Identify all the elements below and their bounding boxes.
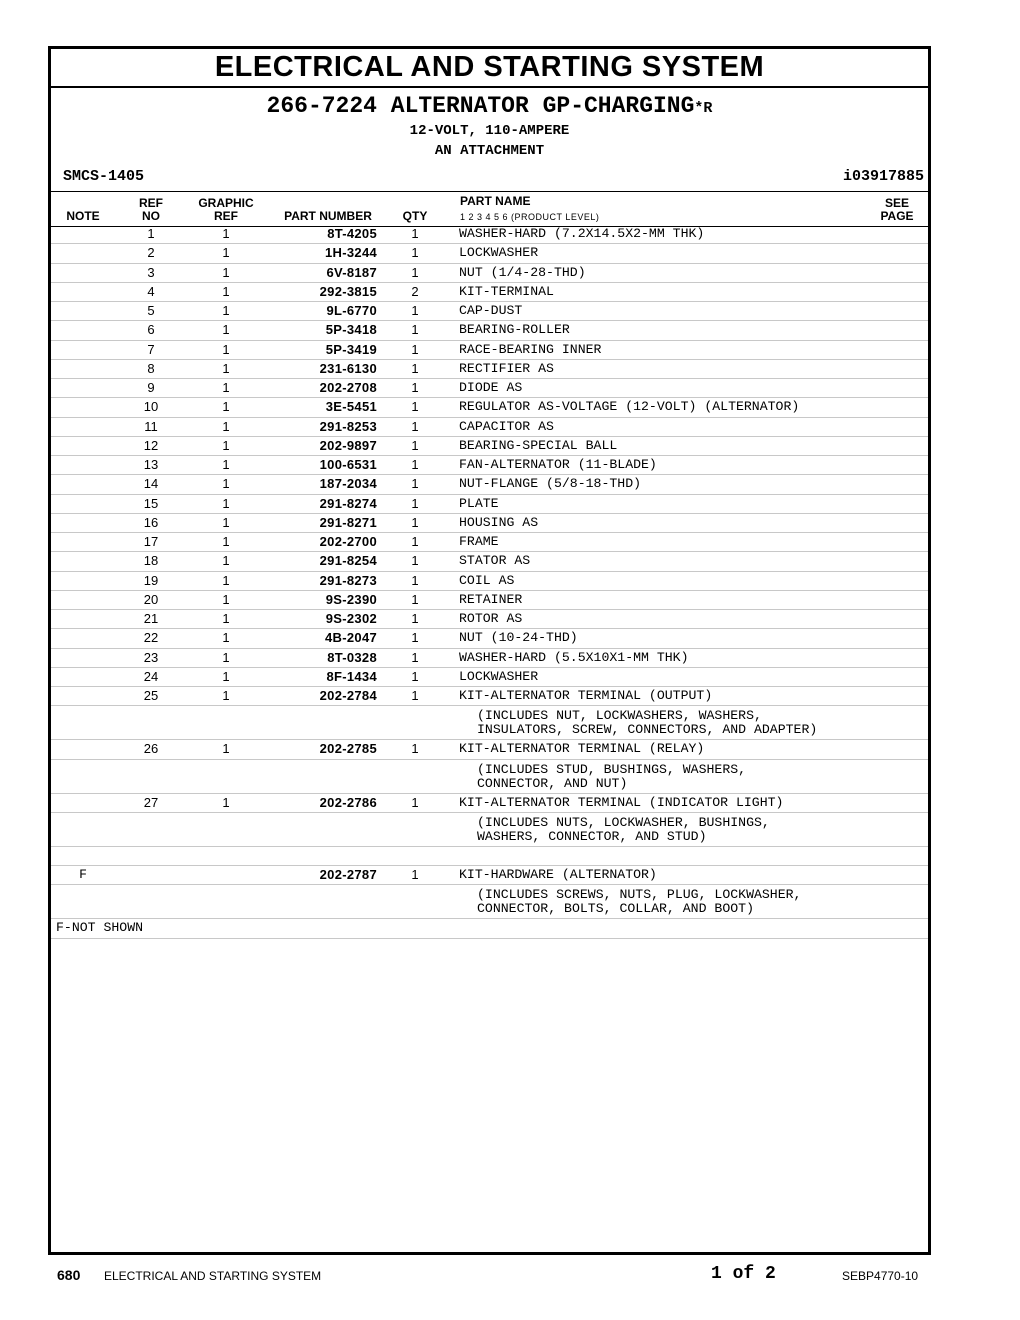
- table-row: [51, 264, 928, 283]
- graphic-ref-cell: 1: [222, 495, 230, 511]
- ref-no-cell: 13: [143, 457, 159, 472]
- part-name-cell: HOUSING AS: [459, 514, 539, 530]
- part-name-cell: KIT-TERMINAL: [459, 283, 554, 299]
- part-name-cell: LOCKWASHER: [459, 668, 539, 684]
- qty-cell: 1: [411, 867, 419, 882]
- ref-no-cell: 19: [143, 572, 159, 588]
- part-name-cell: FAN-ALTERNATOR (11-BLADE): [459, 457, 657, 472]
- footer-doc-id: SEBP4770-10: [842, 1269, 919, 1283]
- part-number-cell: 8F-1434: [326, 668, 377, 684]
- qty-cell: 1: [411, 360, 419, 376]
- part-number-cell: 291-8273: [319, 572, 377, 588]
- table-row: [51, 341, 928, 360]
- part-name-cell: WASHER-HARD (5.5X10X1-MM THK): [459, 649, 689, 665]
- part-number-cell: 4B-2047: [325, 630, 377, 646]
- table-row: [51, 437, 928, 456]
- illustration-id: i03917885: [842, 168, 924, 185]
- note-cell: F: [79, 867, 87, 882]
- graphic-ref-cell: 1: [222, 399, 230, 415]
- parts-table-body: [51, 225, 928, 939]
- part-number-cell: 6V-8187: [326, 264, 377, 280]
- table-row: [51, 244, 928, 263]
- table-row: [51, 687, 928, 706]
- graphic-ref-cell: 1: [222, 649, 230, 665]
- ref-no-cell: 26: [143, 741, 159, 757]
- part-number-cell: 202-2700: [319, 534, 377, 549]
- table-row: [51, 572, 928, 591]
- table-row: [51, 360, 928, 379]
- header-ref-top: REF: [139, 196, 163, 210]
- ref-no-cell: 27: [143, 794, 159, 810]
- graphic-ref-cell: 1: [222, 264, 230, 280]
- ref-no-cell: 24: [143, 668, 159, 684]
- qty-cell: 1: [411, 380, 419, 395]
- graphic-ref-cell: 1: [222, 418, 230, 434]
- qty-cell: 1: [411, 514, 419, 530]
- ref-no-cell: 5: [147, 303, 155, 318]
- qty-cell: 1: [411, 322, 419, 338]
- qty-cell: 1: [411, 264, 419, 280]
- part-number-cell: 231-6130: [319, 360, 377, 376]
- table-row-continuation: [51, 760, 928, 794]
- part-number-cell: 100-6531: [319, 457, 377, 472]
- table-row: [51, 321, 928, 340]
- ref-no-cell: 12: [143, 437, 159, 453]
- ref-no-cell: 21: [143, 611, 159, 626]
- graphic-ref-cell: 1: [222, 457, 230, 472]
- graphic-ref-cell: 1: [222, 303, 230, 318]
- graphic-ref-cell: 1: [222, 794, 230, 810]
- table-row: [51, 379, 928, 398]
- ref-no-cell: 20: [143, 591, 159, 607]
- header-see-top: SEE: [884, 196, 909, 210]
- ref-no-cell: 8: [147, 360, 155, 376]
- table-row-blank: [51, 847, 928, 866]
- ref-no-cell: 7: [147, 341, 155, 357]
- table-row: [51, 591, 928, 610]
- qty-cell: 1: [411, 341, 419, 357]
- graphic-ref-cell: 1: [222, 476, 230, 492]
- part-number-cell: 1H-3244: [325, 245, 377, 261]
- part-number-cell: 291-8253: [319, 418, 377, 434]
- part-number-cell: 202-2784: [319, 688, 377, 703]
- part-name-cell: KIT-HARDWARE (ALTERNATOR): [459, 867, 657, 882]
- part-number-cell: 202-9897: [319, 437, 377, 453]
- footer-section: ELECTRICAL AND STARTING SYSTEM: [104, 1269, 322, 1283]
- part-name-cell: NUT (10-24-THD): [459, 630, 578, 646]
- ref-no-cell: 14: [143, 476, 159, 492]
- smcs-code: SMCS-1405: [63, 168, 145, 185]
- qty-cell: 1: [411, 437, 419, 453]
- qty-cell: 1: [411, 476, 419, 492]
- graphic-ref-cell: 1: [222, 572, 230, 588]
- graphic-ref-cell: 1: [222, 668, 230, 684]
- part-name-cell: RECTIFIER AS: [459, 360, 554, 376]
- part-name-cell: KIT-ALTERNATOR TERMINAL (RELAY): [459, 741, 705, 757]
- header-part-number: PART NUMBER: [284, 209, 372, 223]
- part-name-cell: RACE-BEARING INNER: [459, 341, 602, 357]
- graphic-ref-cell: 1: [222, 360, 230, 376]
- ref-no-cell: 23: [143, 649, 159, 665]
- table-row: [51, 514, 928, 533]
- part-name-cell: CAPACITOR AS: [459, 418, 554, 434]
- group-title: [51, 93, 928, 122]
- graphic-ref-cell: 1: [222, 611, 230, 626]
- part-name-cell: KIT-ALTERNATOR TERMINAL (INDICATOR LIGHT): [459, 794, 784, 810]
- header-part-name: PART NAME: [460, 194, 531, 208]
- table-row: [51, 225, 928, 244]
- part-name-cell: BEARING-ROLLER: [459, 322, 570, 338]
- header-see-bottom: PAGE: [880, 209, 914, 223]
- part-name-cell: NUT-FLANGE (5/8-18-THD): [459, 476, 642, 492]
- part-name-cell: BEARING-SPECIAL BALL: [459, 437, 618, 453]
- part-number-cell: 187-2034: [319, 476, 377, 492]
- table-header: [51, 191, 928, 227]
- table-row-continuation: [51, 706, 928, 740]
- ref-no-cell: 4: [147, 283, 155, 299]
- qty-cell: 1: [411, 794, 419, 810]
- qty-cell: 1: [411, 572, 419, 588]
- graphic-ref-cell: 1: [222, 283, 230, 299]
- ref-no-cell: 18: [143, 553, 159, 569]
- table-row: [51, 302, 928, 321]
- table-row: [51, 398, 928, 417]
- table-row: [51, 456, 928, 475]
- table-row: [51, 740, 928, 759]
- qty-cell: 1: [411, 630, 419, 646]
- graphic-ref-cell: 1: [222, 380, 230, 395]
- qty-cell: 1: [411, 649, 419, 665]
- part-name-cell: STATOR AS: [459, 553, 531, 569]
- page-footer: [0, 1264, 1020, 1288]
- qty-cell: 1: [411, 399, 419, 415]
- group-title-text: 266-7224 ALTERNATOR GP-CHARGING: [266, 93, 695, 119]
- part-name-cell: KIT-ALTERNATOR TERMINAL (OUTPUT): [459, 688, 713, 703]
- table-row-footnote: [51, 919, 928, 938]
- part-name-cell: LOCKWASHER: [459, 245, 539, 261]
- qty-cell: 1: [411, 688, 419, 703]
- part-number-cell: 5P-3419: [325, 341, 377, 357]
- table-row-continuation: [51, 885, 928, 919]
- part-number-cell: 3E-5451: [325, 399, 377, 415]
- part-name-continuation: (INCLUDES STUD, BUSHINGS, WASHERS, CONNECTOR, AND NUT): [477, 761, 747, 791]
- part-number-cell: 202-2708: [319, 380, 377, 395]
- graphic-ref-cell: 1: [222, 226, 230, 241]
- part-number-cell: 9L-6770: [326, 303, 377, 318]
- footer-page-number: 680: [57, 1267, 81, 1283]
- header-product-level: 1 2 3 4 5 6 (PRODUCT LEVEL): [460, 212, 600, 222]
- part-name-cell: CAP-DUST: [459, 303, 523, 318]
- group-subtitle-2: AN ATTACHMENT: [434, 143, 545, 159]
- part-number-cell: 291-8274: [319, 495, 377, 511]
- part-number-cell: 291-8271: [319, 514, 377, 530]
- qty-cell: 1: [411, 495, 419, 511]
- graphic-ref-cell: 1: [222, 514, 230, 530]
- header-ref-bottom: NO: [142, 209, 160, 223]
- footnote-text: F-NOT SHOWN: [56, 920, 144, 936]
- section-title: ELECTRICAL AND STARTING SYSTEM: [51, 49, 928, 88]
- header-note: NOTE: [66, 209, 100, 223]
- graphic-ref-cell: 1: [222, 688, 230, 703]
- qty-cell: 1: [411, 591, 419, 607]
- qty-cell: 1: [411, 553, 419, 569]
- ref-no-cell: 16: [143, 514, 159, 530]
- part-name-cell: RETAINER: [459, 591, 523, 607]
- ref-no-cell: 25: [143, 688, 159, 703]
- qty-cell: 2: [411, 283, 419, 299]
- ref-no-cell: 9: [147, 380, 155, 395]
- parts-list-frame: [48, 46, 931, 1255]
- ref-no-cell: 17: [143, 534, 159, 549]
- part-name-cell: WASHER-HARD (7.2X14.5X2-MM THK): [459, 226, 705, 241]
- graphic-ref-cell: 1: [222, 322, 230, 338]
- ref-no-cell: 15: [143, 495, 159, 511]
- table-row: [51, 866, 928, 885]
- part-name-cell: REGULATOR AS-VOLTAGE (12-VOLT) (ALTERNATOR): [459, 399, 800, 415]
- ref-no-cell: 11: [144, 418, 158, 434]
- part-number-cell: 292-3815: [319, 283, 377, 299]
- qty-cell: 1: [411, 303, 419, 318]
- part-name-continuation: (INCLUDES NUT, LOCKWASHERS, WASHERS, INSULATORS, SCREW, CONNECTORS, AND ADAPTER): [477, 708, 818, 738]
- header-graphic-bottom: REF: [214, 209, 238, 223]
- qty-cell: 1: [411, 457, 419, 472]
- ref-no-cell: 2: [147, 245, 155, 261]
- table-row: [51, 495, 928, 514]
- part-number-cell: 291-8254: [319, 553, 377, 569]
- ref-no-cell: 22: [143, 630, 159, 646]
- table-row: [51, 610, 928, 629]
- qty-cell: 1: [411, 418, 419, 434]
- graphic-ref-cell: 1: [222, 741, 230, 757]
- table-row-continuation: [51, 813, 928, 847]
- graphic-ref-cell: 1: [222, 630, 230, 646]
- part-name-cell: COIL AS: [459, 572, 515, 588]
- qty-cell: 1: [411, 534, 419, 549]
- ref-no-cell: 3: [147, 264, 155, 280]
- table-row: [51, 629, 928, 648]
- part-number-cell: 202-2787: [319, 867, 377, 882]
- group-title-suffix: *R: [694, 100, 713, 117]
- graphic-ref-cell: 1: [222, 534, 230, 549]
- qty-cell: 1: [411, 741, 419, 757]
- graphic-ref-cell: 1: [222, 591, 230, 607]
- graphic-ref-cell: 1: [222, 437, 230, 453]
- part-name-cell: NUT (1/4-28-THD): [459, 264, 586, 280]
- part-number-cell: 8T-4205: [327, 226, 377, 241]
- table-row: [51, 649, 928, 668]
- graphic-ref-cell: 1: [222, 341, 230, 357]
- header-qty: QTY: [402, 209, 428, 223]
- ref-no-cell: 10: [143, 399, 159, 415]
- table-row: [51, 418, 928, 437]
- header-graphic-top: GRAPHIC: [198, 196, 254, 210]
- group-subtitle-1: 12-VOLT, 110-AMPERE: [409, 123, 570, 139]
- footer-page-of: 1 of 2: [711, 1264, 776, 1284]
- table-row: [51, 552, 928, 571]
- part-name-cell: DIODE AS: [459, 380, 523, 395]
- table-row: [51, 794, 928, 813]
- part-name-continuation: (INCLUDES NUTS, LOCKWASHER, BUSHINGS, WASHERS, CONNECTOR, AND STUD): [477, 814, 770, 844]
- table-row: [51, 668, 928, 687]
- qty-cell: 1: [411, 668, 419, 684]
- table-row: [51, 283, 928, 302]
- qty-cell: 1: [411, 226, 419, 241]
- table-row: [51, 533, 928, 552]
- ref-no-cell: 6: [147, 322, 155, 338]
- part-name-cell: FRAME: [459, 534, 499, 549]
- part-name-cell: PLATE: [459, 495, 499, 511]
- part-number-cell: 9S-2302: [325, 611, 377, 626]
- graphic-ref-cell: 1: [222, 245, 230, 261]
- qty-cell: 1: [411, 611, 419, 626]
- qty-cell: 1: [411, 245, 419, 261]
- part-name-cell: ROTOR AS: [459, 611, 523, 626]
- part-name-continuation: (INCLUDES SCREWS, NUTS, PLUG, LOCKWASHER, CONNECTOR, BOLTS, COLLAR, AND BOOT): [477, 887, 802, 917]
- part-number-cell: 202-2786: [319, 794, 377, 810]
- part-number-cell: 5P-3418: [325, 322, 377, 338]
- table-row: [51, 475, 928, 494]
- part-number-cell: 9S-2390: [325, 591, 377, 607]
- part-number-cell: 8T-0328: [327, 649, 377, 665]
- part-number-cell: 202-2785: [319, 741, 377, 757]
- ref-no-cell: 1: [147, 226, 155, 241]
- graphic-ref-cell: 1: [222, 553, 230, 569]
